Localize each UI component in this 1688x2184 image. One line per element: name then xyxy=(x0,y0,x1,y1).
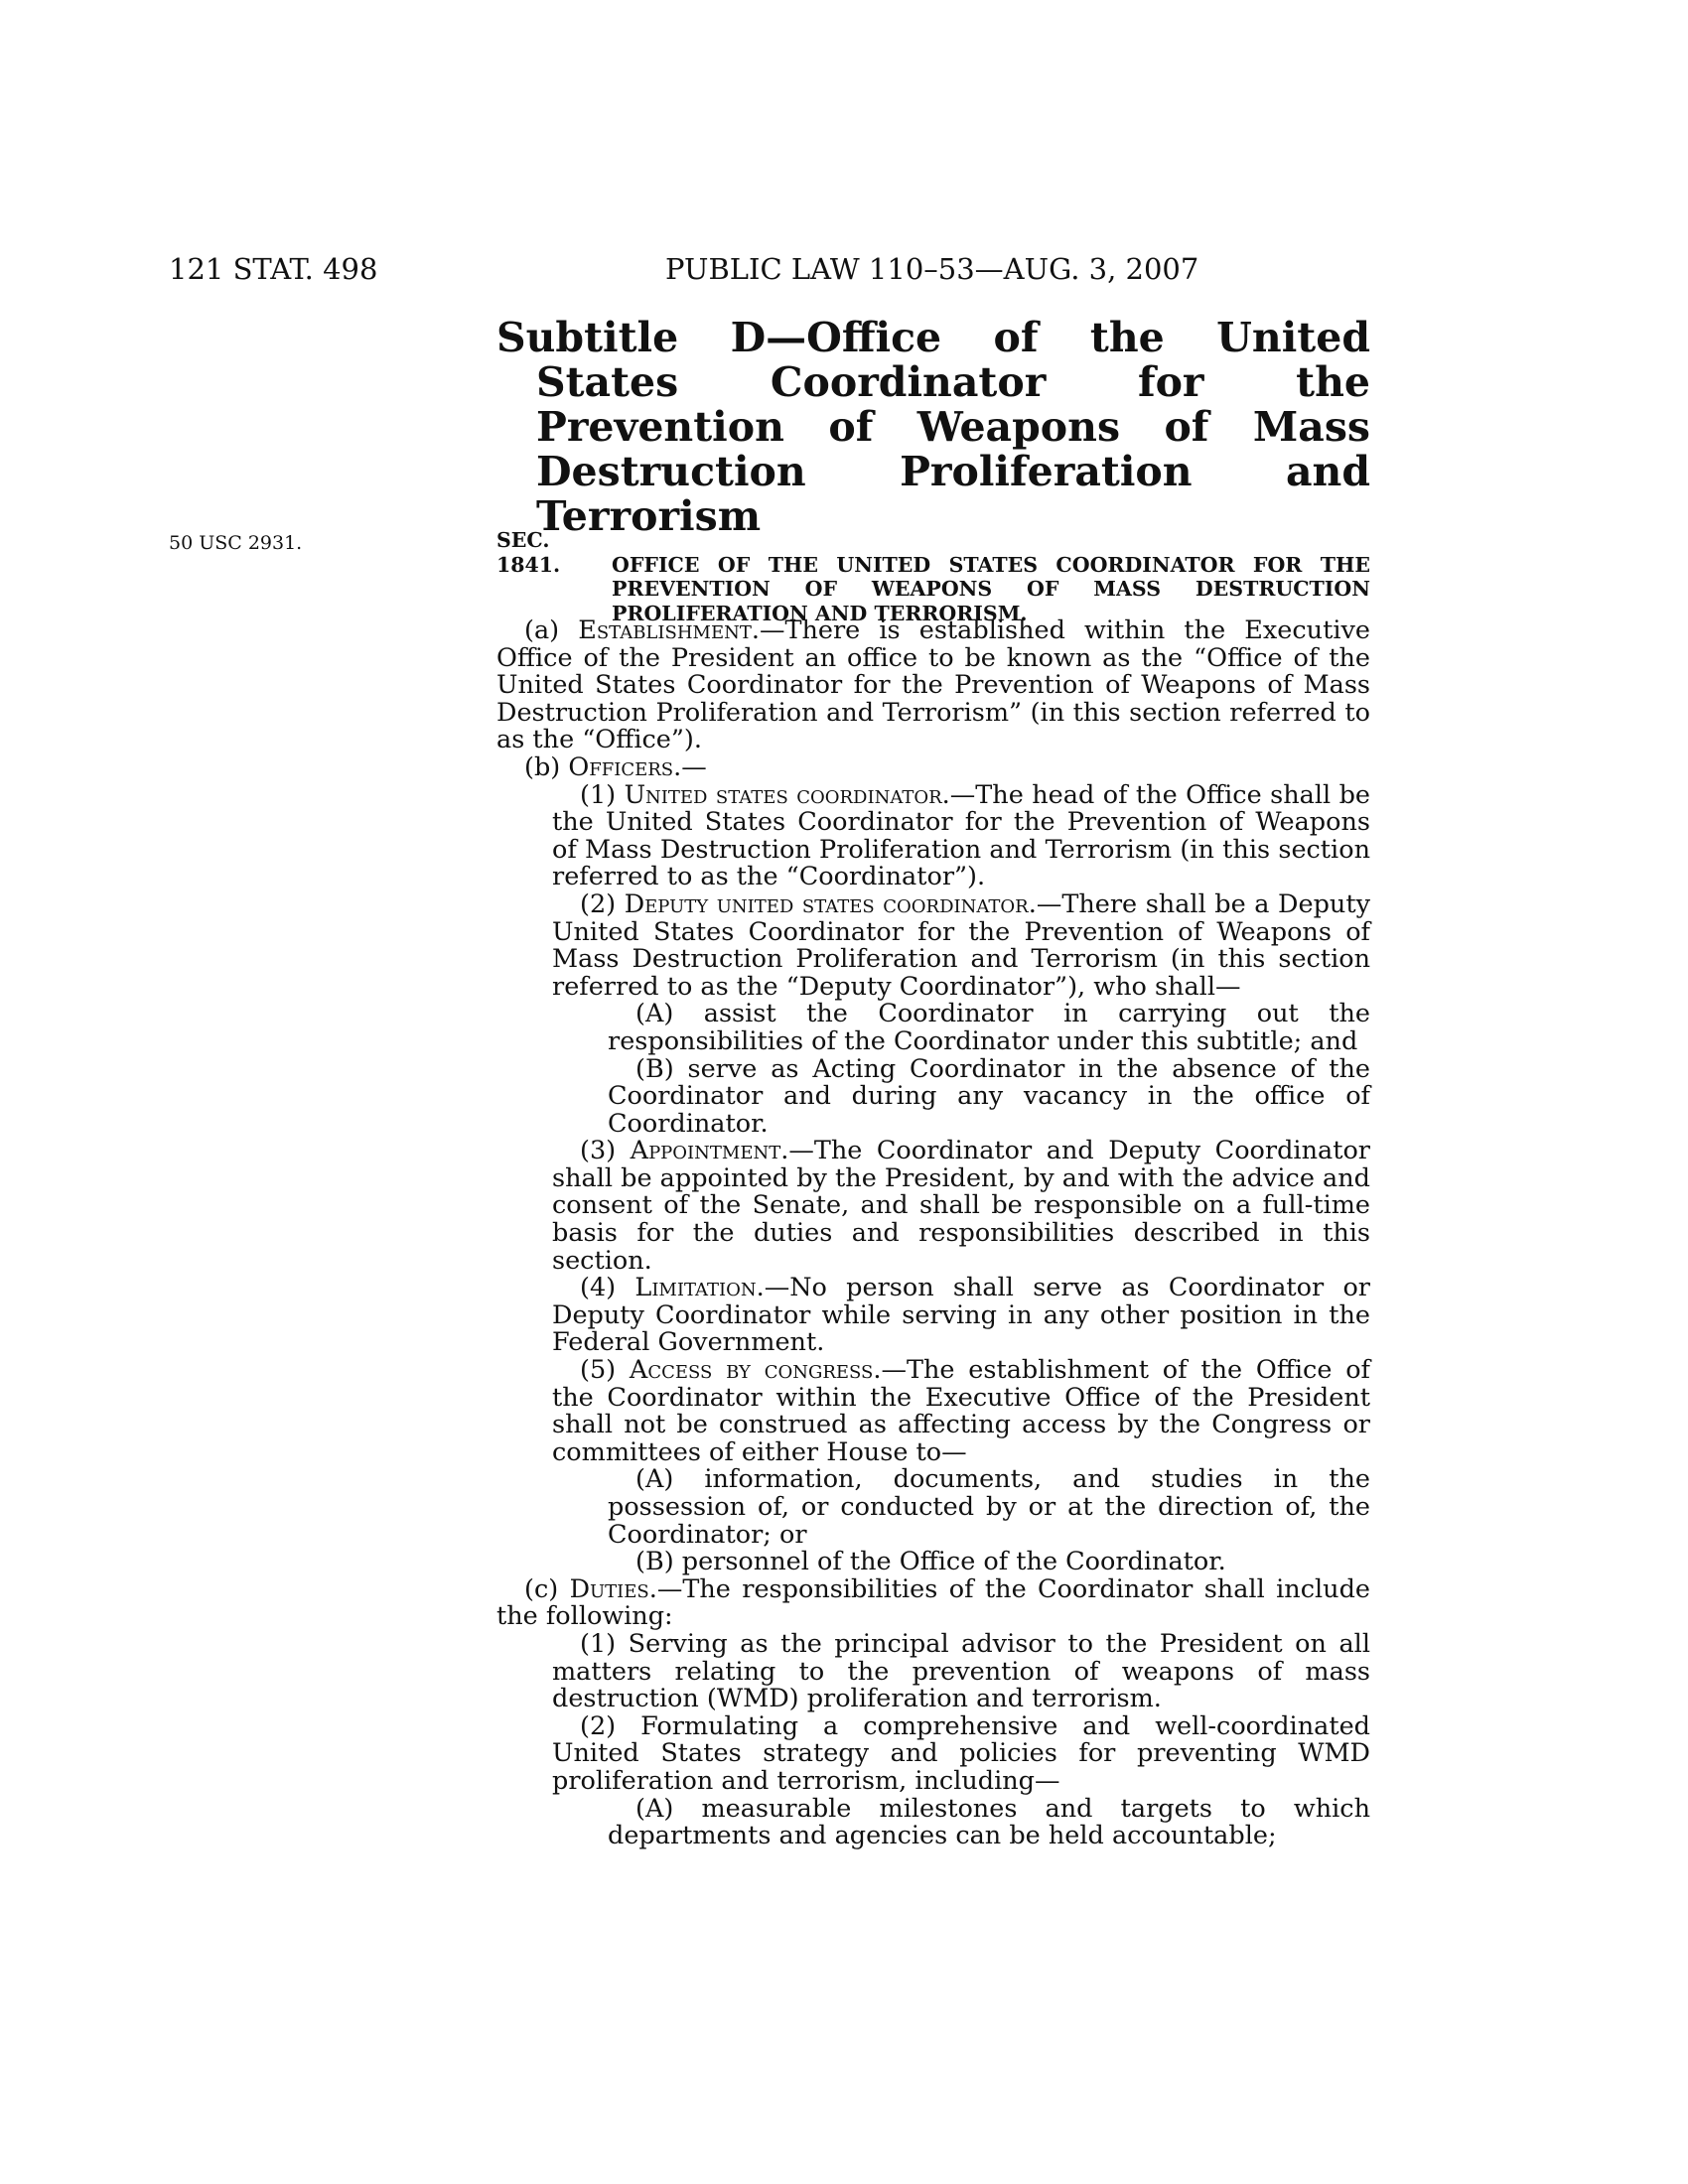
paragraph-b2: (2) Deputy united states coordinator.—There shall be a Deputy United States Coordinator for the Prevention of Weapons of Mass Destruction Proliferation and Terrorism (in this section referred to as the “Deputy Coordinator”), who shall— xyxy=(552,888,1370,1002)
subsection-a: (a) Establishment.—There is established within the Executive Office of the President an office to be known as the “Office of the United States Coordinator for the Prevention of Weapons of Mass Destruction Proliferation and Terrorism” (in this section referred to as the “Office”). xyxy=(496,615,1370,755)
clause-b5-b: (B) personnel of the Office of the Coordinator. xyxy=(635,1547,1226,1577)
section-body xyxy=(496,617,1370,1850)
stat-reference: 121 STAT. 498 xyxy=(169,252,378,286)
paragraph-b5: (5) Access by congress.—The establishment of the Office of the Coordinator within the Executive Office of the President shall not be construed as affecting access by the Congress or committees of either House to— xyxy=(552,1355,1370,1467)
clause-b5-a: (A) information, documents, and studies in the possession of, or conducted by or at the direction of, the Coordinator; or xyxy=(608,1464,1370,1550)
subtitle-heading xyxy=(496,316,1370,539)
paragraph-b3: (3) Appointment.—The Coordinator and Deputy Coordinator shall be appointed by the President, by and with the advice and consent of the Senate, and shall be responsible on a full-time basis for the duties and responsibilities described in this section. xyxy=(552,1136,1370,1276)
subtitle-text: Subtitle D—Office of the United States Coordinator for the Prevention of Weapons of Mass Destruction Proliferation and Terrorism xyxy=(496,314,1370,540)
paragraph-b4: (4) Limitation.—No person shall serve as Coordinator or Deputy Coordinator while serving in any other position in the Federal Government. xyxy=(552,1273,1370,1358)
section-number: SEC. 1841. xyxy=(496,528,561,577)
subsection-c: (c) Duties.—The responsibilities of the Coordinator shall include the following: xyxy=(496,1573,1370,1632)
subsection-b: (b) Officers.— xyxy=(524,751,707,782)
running-header: PUBLIC LAW 110–53—AUG. 3, 2007 xyxy=(665,252,1199,286)
section-title: OFFICE OF THE UNITED STATES COORDINATOR FOR THE PREVENTION OF WEAPONS OF MASS DESTRUCTION PROLIFERATION AND TERRORISM. xyxy=(612,552,1370,625)
usc-margin-note: 50 USC 2931. xyxy=(169,532,303,554)
clause-c2-a: (A) measurable milestones and targets to which departments and agencies can be held accountable; xyxy=(608,1793,1370,1851)
clause-b2-b: (B) serve as Acting Coordinator in the absence of the Coordinator and during any vacancy in the office of Coordinator. xyxy=(608,1053,1370,1139)
paragraph-c1: (1) Serving as the principal advisor to the President on all matters relating to the prevention of weapons of mass destruction (WMD) proliferation and terrorism. xyxy=(552,1628,1370,1714)
paragraph-c2: (2) Formulating a comprehensive and well-coordinated United States strategy and policies for preventing WMD proliferation and terrorism, including— xyxy=(552,1710,1370,1796)
clause-b2-a: (A) assist the Coordinator in carrying out the responsibilities of the Coordinator under this subtitle; and xyxy=(608,999,1370,1056)
paragraph-b1: (1) United states coordinator.—The head of the Office shall be the United States Coordinator for the Prevention of Weapons of Mass Destruction Proliferation and Terrorism (in this section referred to as the “Coordinator”). xyxy=(552,779,1370,892)
section-heading xyxy=(496,528,1370,625)
